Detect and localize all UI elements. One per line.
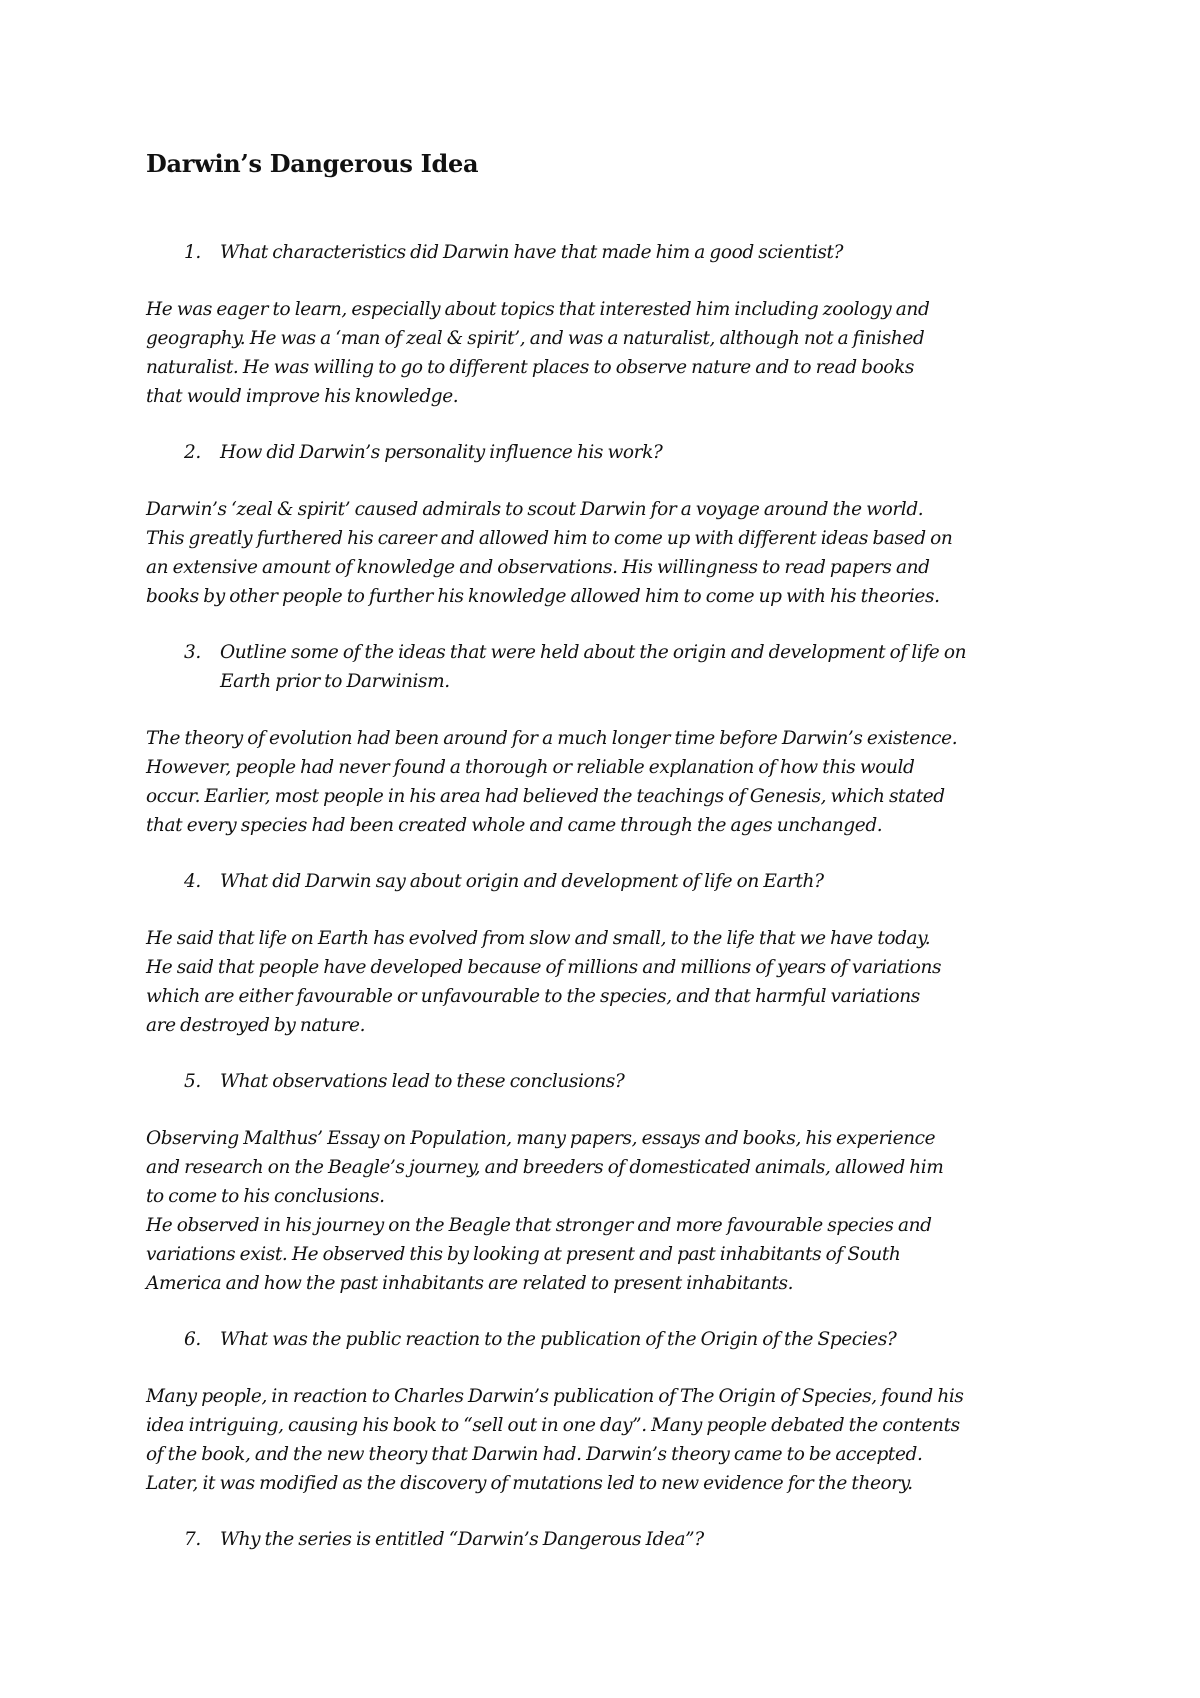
answer-text-line: Observing Malthus’ Essay on Population, many papers, essays and books, his experience (146, 1128, 936, 1149)
answer-text-line: He was eager to learn, especially about topics that interested him including zoology and (146, 299, 930, 320)
question-number: 4. (184, 871, 201, 892)
question-text-line: What did Darwin say about origin and development of life on Earth? (220, 871, 824, 892)
question-2 (146, 438, 1061, 467)
question-number: 6. (184, 1329, 201, 1350)
question-text-line: What observations lead to these conclusions? (220, 1071, 625, 1092)
answer-text-line: Darwin’s ‘zeal & spirit’ caused admirals to scout Darwin for a voyage around the world. (146, 499, 924, 520)
question-4 (146, 867, 1061, 896)
answer-text-line: of the book, and the new theory that Darwin had. Darwin’s theory came to be accepted. (146, 1444, 923, 1465)
question-7 (146, 1525, 1061, 1554)
answer-text-line: that every species had been created whole and came through the ages unchanged. (146, 815, 883, 836)
answer-text-line: to come to his conclusions. (146, 1186, 385, 1207)
answer-text-line: He said that life on Earth has evolved from slow and small, to the life that we have today. (146, 928, 931, 949)
question-number: 5. (184, 1071, 201, 1092)
answer-text-line: books by other people to further his knowledge allowed him to come up with his theories. (146, 586, 940, 607)
answer-text-line: America and how the past inhabitants are related to present inhabitants. (146, 1273, 794, 1294)
question-3 (146, 638, 1061, 696)
answer-text-line: naturalist. He was willing to go to different places to observe nature and to read books (146, 357, 914, 378)
question-text-line: What characteristics did Darwin have that made him a good scientist? (220, 242, 844, 263)
answer-text-line: which are either favourable or unfavourable to the species, and that harmful variations (146, 986, 920, 1007)
answer-text-line: Later, it was modified as the discovery of mutations led to new evidence for the theory. (146, 1473, 913, 1494)
question-text-line: Why the series is entitled “Darwin’s Dangerous Idea”? (220, 1529, 704, 1550)
question-text-line: How did Darwin’s personality influence his work? (220, 442, 663, 463)
answer-4 (146, 924, 1061, 1040)
answer-text-line: that would improve his knowledge. (146, 386, 459, 407)
answer-text-line: variations exist. He observed this by looking at present and past inhabitants of South (146, 1244, 901, 1265)
answer-1 (146, 295, 1061, 411)
question-text-line: Outline some of the ideas that were held about the origin and development of life on (220, 642, 967, 663)
question-text-line: Earth prior to Darwinism. (220, 671, 450, 692)
answer-text-line: This greatly furthered his career and allowed him to come up with different ideas based on (146, 528, 953, 549)
page-title: Darwin’s Dangerous Idea (146, 149, 479, 178)
answer-text-line: He said that people have developed because of millions and millions of years of variations (146, 957, 942, 978)
question-number: 2. (184, 442, 201, 463)
answer-text-line: occur. Earlier, most people in his area had believed the teachings of Genesis, which stated (146, 786, 945, 807)
answer-3 (146, 724, 1061, 840)
answer-text-line: geography. He was a ‘man of zeal & spirit’, and was a naturalist, although not a finished (146, 328, 925, 349)
question-text-line: What was the public reaction to the publication of the Origin of the Species? (220, 1329, 897, 1350)
question-6 (146, 1325, 1061, 1354)
question-number: 3. (184, 642, 201, 663)
answer-6 (146, 1382, 1061, 1498)
answer-5 (146, 1124, 1061, 1298)
answer-text-line: and research on the Beagle’s journey, and breeders of domesticated animals, allowed him (146, 1157, 944, 1178)
answer-text-line: However, people had never found a thorough or reliable explanation of how this would (146, 757, 915, 778)
question-number: 7. (184, 1529, 201, 1550)
answer-text-line: The theory of evolution had been around for a much longer time before Darwin’s existence. (146, 728, 958, 749)
answer-text-line: He observed in his journey on the Beagle that stronger and more favourable species and (146, 1215, 932, 1236)
question-1 (146, 238, 1061, 267)
answer-2 (146, 495, 1061, 611)
question-number: 1. (184, 242, 201, 263)
question-5 (146, 1067, 1061, 1096)
answer-text-line: are destroyed by nature. (146, 1015, 366, 1036)
qa-list (146, 238, 1061, 1582)
answer-text-line: Many people, in reaction to Charles Darwin’s publication of The Origin of Species, found his (146, 1386, 964, 1407)
answer-text-line: idea intriguing, causing his book to “sell out in one day”. Many people debated the contents (146, 1415, 960, 1436)
answer-text-line: an extensive amount of knowledge and observations. His willingness to read papers and (146, 557, 930, 578)
